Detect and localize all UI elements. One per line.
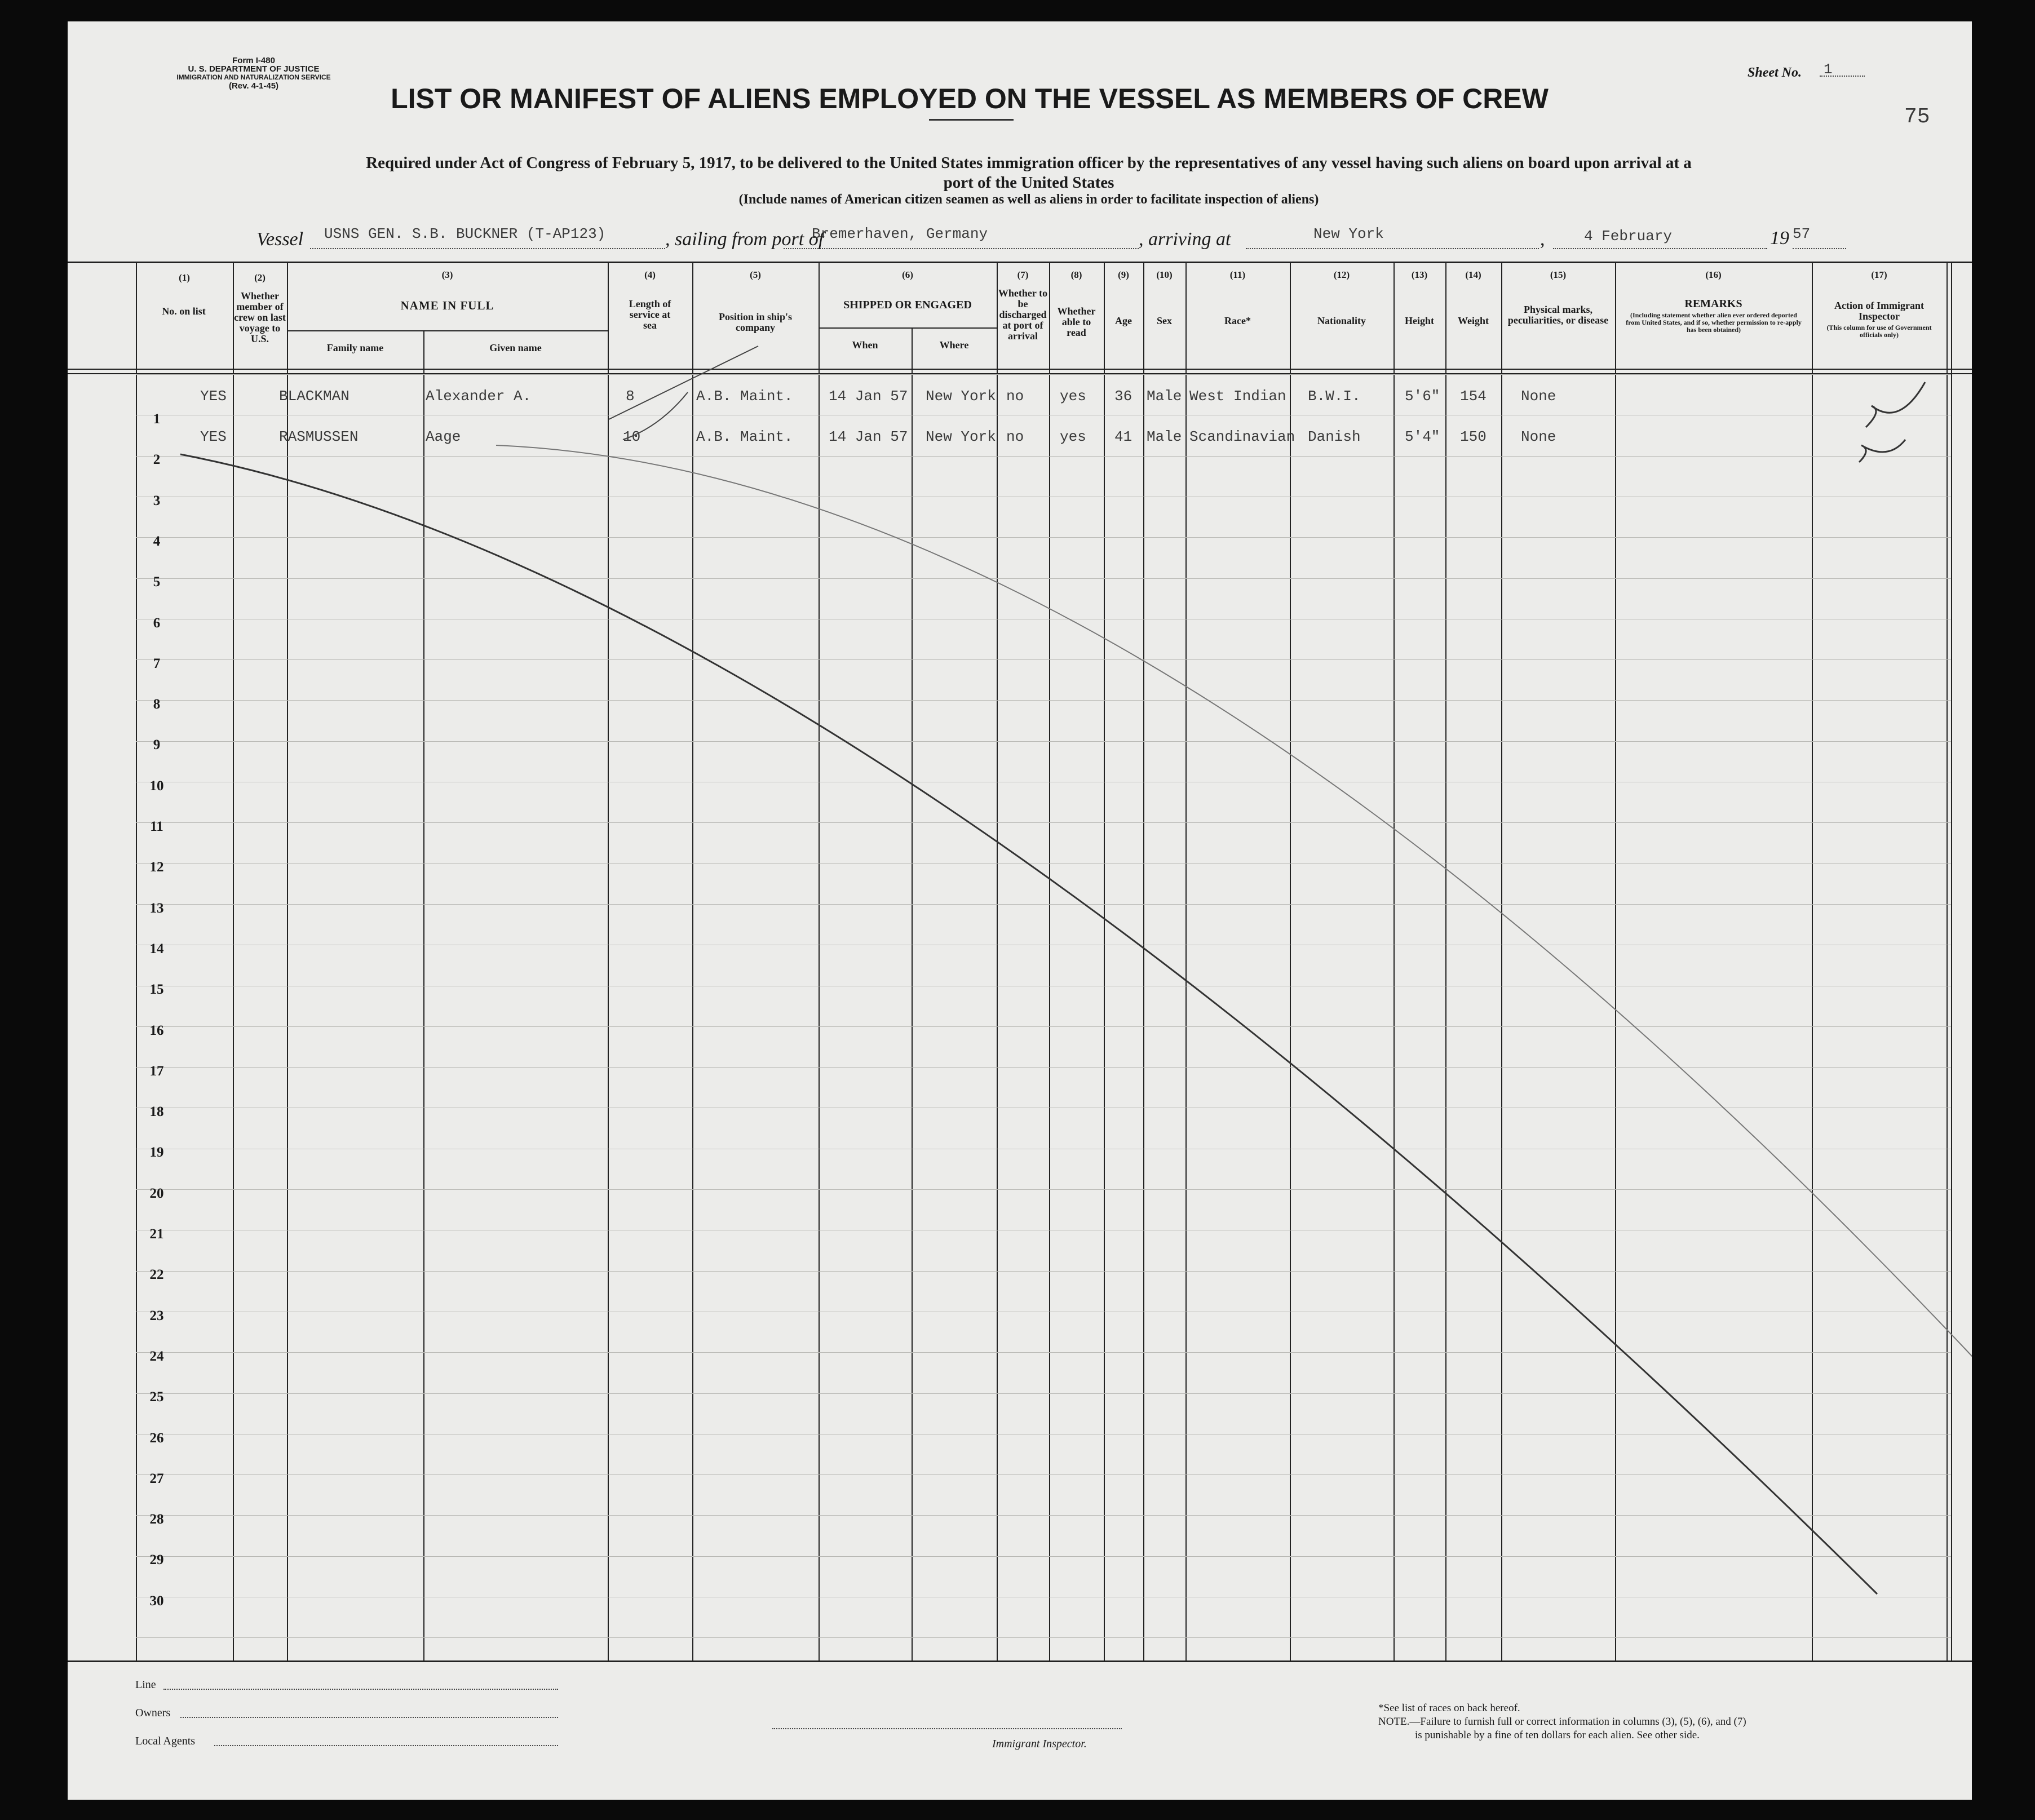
row-number: 8: [153, 697, 161, 712]
footer-agents-label: Local Agents: [135, 1735, 196, 1747]
row-number: 30: [149, 1593, 164, 1609]
col12-label: Nationality: [1317, 315, 1366, 326]
row1-where: New York: [926, 388, 996, 405]
col14-number: (14): [1465, 269, 1481, 280]
row-number: 14: [149, 941, 164, 957]
row1-marks: None: [1521, 388, 1556, 405]
row1-service: 8: [626, 388, 635, 405]
col9-number: (9): [1118, 269, 1129, 280]
row-number: 5: [153, 574, 161, 590]
page-stamp: 75: [1904, 105, 1930, 129]
col2-number: (2): [254, 272, 266, 283]
col10-number: (10): [1156, 269, 1173, 280]
inspector-signature-label: Immigrant Inspector.: [992, 1738, 1087, 1750]
row1-member: YES: [200, 388, 227, 405]
col5-number: (5): [750, 269, 761, 280]
col10-label: Sex: [1157, 315, 1172, 326]
col11-label: Race*: [1224, 315, 1251, 326]
strike-line-faint: [496, 445, 1972, 1357]
inspector-mark-1: [1866, 382, 1925, 427]
col5-label: Position in ship's company: [718, 311, 793, 333]
row2-sex: Male: [1147, 428, 1182, 445]
manifest-page: Form I-480 U. S. DEPARTMENT OF JUSTICE IMMIGRATION AND NATURALIZATION SERVICE (Rev. 4-1-45) Sheet No. 1 75 LIST OR MANIFEST OF ALIENS EMPLOYED ON THE VESSEL AS MEMBERS OF CREW Required under Act of Congress of February 5, 1917, to be delivered to the United States immigration officer by the representatives of any vessel having such aliens on board upon arrival at a port of the United States (Include names of American citizen seamen as well as aliens in order to facilitate inspection of aliens) Vessel USNS GEN. S.B. BUCKNER (T-AP123) , sailing from port of Bremerhaven, Germany , arriving at New York , 4 February 19 57 (1) No. on list (2) Whether member of crew on last voyage to U.S. (3) NAME IN FULL Family name Given name (4) Length of service at sea (5) Position in ship's company (6) SHIPPED OR ENGAGED When Where (7) Whether to be discharged at port of arrival (8) Whether able to read (9) Age (10) Sex (11) Race* (12) Nationality (13) Height (14) Weight (15) Physical marks, peculiarities, or disease (16) REMARKS (Including statement whether alien ever ordered deported from United States, and if so, whether permission to re-apply has been obtained) (17) Action of Immigrant Inspector (This column for use of Government officials only) 1 2 3 4 5 6 7 8 9 10 11 12 13 14 15 16 17 18 19 20 21 22 23 24 25 26 27 28 29 30 YES BLACKMAN Alexander A. 8 A.B. Maint. 14 Jan 57 New York no yes 36 Male West Indian B.W.I. 5'6" 154 None YES RASMUSSEN Aage 10 A.B. Maint. 14 Jan 57 New York no yes 41 Male Scandinavian Danish 5'4" 150 None Line Owners Local Agents Immigrant Inspector. *See list of races on back hereof. NOTE.—Failure to furnish full or correct information in columns (3), (5), (6), and (7) is punishable by a fine of ten dollars for each alien. See other side.: [68, 21, 1972, 1800]
col3-label: NAME IN FULL: [400, 299, 494, 312]
row-number: 17: [149, 1064, 164, 1079]
row-number: 28: [149, 1512, 164, 1527]
row1-read: yes: [1060, 388, 1086, 405]
row-number: 21: [149, 1226, 164, 1242]
row1-height: 5'6": [1405, 388, 1440, 405]
col2-label: Whether member of crew on last voyage to U.S.: [234, 290, 286, 344]
row2-service: 10: [623, 428, 641, 445]
row-number: 22: [149, 1267, 164, 1282]
row2-weight: 150: [1460, 428, 1487, 445]
revision: (Rev. 4-1-45): [228, 81, 279, 91]
subtitle-include: (Include names of American citizen seamen as well as aliens in order to facilitate inspection of aliens): [738, 192, 1319, 207]
row2-read: yes: [1060, 428, 1086, 445]
row1-position: A.B. Maint.: [696, 388, 793, 405]
col17-number: (17): [1871, 269, 1887, 280]
row-number: 3: [153, 493, 161, 508]
sheet-number: 1: [1824, 61, 1833, 78]
year-value: 57: [1793, 225, 1811, 242]
col6-number: (6): [902, 269, 913, 280]
form-number: Form I-480: [232, 56, 275, 65]
row-number: 23: [149, 1308, 164, 1323]
col3-given: Given name: [489, 342, 542, 353]
row-number: 4: [153, 534, 161, 549]
row2-height: 5'4": [1405, 428, 1440, 445]
row1-when: 14 Jan 57: [829, 388, 908, 405]
arriving-port: New York: [1313, 225, 1384, 242]
row-number: 18: [149, 1104, 164, 1119]
page-title: LIST OR MANIFEST OF ALIENS EMPLOYED ON THE VESSEL AS MEMBERS OF CREW: [391, 83, 1549, 114]
col17-sub: (This column for use of Government officials only): [1826, 324, 1932, 339]
note-fine-1: NOTE.—Failure to furnish full or correct information in columns (3), (5), (6), and (7): [1378, 1716, 1746, 1728]
department: U. S. DEPARTMENT OF JUSTICE: [188, 64, 320, 74]
service: IMMIGRATION AND NATURALIZATION SERVICE: [176, 73, 331, 81]
row-number: 2: [153, 452, 161, 467]
sailing-port: Bremerhaven, Germany: [812, 225, 988, 242]
row-number: 19: [149, 1145, 164, 1160]
row2-marks: None: [1521, 428, 1556, 445]
row1-age: 36: [1114, 388, 1132, 405]
col15-label: Physical marks, peculiarities, or disease: [1507, 304, 1609, 326]
year-prefix: 19: [1770, 228, 1789, 249]
arrival-date: 4 February: [1584, 228, 1673, 245]
col6-when: When: [852, 339, 878, 351]
col4-number: (4): [644, 269, 656, 280]
inspector-mark-2: [1859, 440, 1905, 462]
row2-given: Aage: [426, 428, 461, 445]
check-stroke-1: [609, 346, 758, 419]
row-number: 20: [149, 1186, 164, 1201]
col9-label: Age: [1115, 315, 1132, 326]
row1-sex: Male: [1147, 388, 1182, 405]
subtitle-port: port of the United States: [943, 174, 1114, 192]
sheet-label: Sheet No.: [1748, 65, 1802, 80]
sailing-label: , sailing from port of: [665, 229, 824, 250]
row1-discharge: no: [1006, 388, 1024, 405]
note-races: *See list of races on back hereof.: [1378, 1702, 1520, 1714]
row-number: 24: [149, 1349, 164, 1364]
arriving-label: , arriving at: [1139, 229, 1231, 250]
check-stroke-2: [623, 392, 688, 440]
row2-race: Scandinavian: [1189, 428, 1295, 445]
col1-number: (1): [179, 272, 190, 283]
footer-owners-label: Owners: [135, 1707, 171, 1719]
row1-race: West Indian: [1189, 388, 1286, 405]
row-number: 9: [153, 737, 161, 752]
col3-family: Family name: [326, 342, 384, 353]
row-number: 1: [153, 411, 161, 427]
col8-label: Whether able to read: [1057, 305, 1096, 338]
col13-label: Height: [1405, 315, 1434, 326]
row-number: 29: [149, 1552, 164, 1567]
row2-where: New York: [926, 428, 996, 445]
row-number: 11: [150, 819, 163, 834]
col6-label: SHIPPED OR ENGAGED: [843, 299, 972, 311]
row-number: 15: [149, 982, 164, 997]
col12-number: (12): [1333, 269, 1350, 280]
row2-discharge: no: [1006, 428, 1024, 445]
col15-number: (15): [1550, 269, 1567, 280]
row2-nationality: Danish: [1308, 428, 1361, 445]
col16-sub: (Including statement whether alien ever ordered deported from United States, and if so, whether permission to re-apply has been obtained): [1626, 311, 1802, 334]
col6-where: Where: [939, 339, 969, 351]
col8-number: (8): [1070, 269, 1082, 280]
row1-family: BLACKMAN: [279, 388, 350, 405]
col7-label: Whether to be discharged at port of arrival: [998, 287, 1048, 342]
col3-number: (3): [441, 269, 453, 280]
row-number: 12: [149, 860, 164, 875]
row-number: 25: [149, 1389, 164, 1405]
col11-number: (11): [1229, 269, 1246, 280]
row-number: 10: [149, 778, 164, 794]
row-number: 26: [149, 1431, 164, 1446]
row2-position: A.B. Maint.: [696, 428, 793, 445]
col17-label: Action of Immigrant Inspector: [1834, 300, 1924, 322]
note-fine-2: is punishable by a fine of ten dollars for each alien. See other side.: [1415, 1729, 1700, 1741]
row2-member: YES: [200, 428, 227, 445]
row-number: 13: [149, 901, 164, 916]
row1-nationality: B.W.I.: [1308, 388, 1361, 405]
row2-age: 41: [1114, 428, 1132, 445]
col1-label: No. on list: [162, 305, 206, 317]
col4-label: Length of service at sea: [629, 298, 671, 331]
col13-number: (13): [1411, 269, 1428, 280]
strike-line-long: [180, 454, 1877, 1594]
col7-number: (7): [1017, 269, 1029, 280]
row-number: 6: [153, 615, 161, 631]
row-number: 27: [149, 1471, 164, 1486]
footer-line-label: Line: [135, 1679, 156, 1691]
col16-number: (16): [1705, 269, 1722, 280]
vessel-name: USNS GEN. S.B. BUCKNER (T-AP123): [324, 225, 606, 242]
col16-label: REMARKS: [1684, 298, 1742, 310]
row1-weight: 154: [1460, 388, 1487, 405]
handwritten-strike-lines: [68, 21, 1972, 1800]
row2-family: RASMUSSEN: [279, 428, 359, 445]
col14-label: Weight: [1457, 315, 1489, 326]
row2-when: 14 Jan 57: [829, 428, 908, 445]
row1-given: Alexander A.: [426, 388, 532, 405]
row-number: 7: [153, 656, 161, 671]
subtitle-required: Required under Act of Congress of February 5, 1917, to be delivered to the United States immigration officer by the representatives of any vessel having such aliens on board upon arrival at a: [366, 154, 1692, 172]
vessel-label: Vessel: [256, 229, 304, 250]
row-number: 16: [149, 1023, 164, 1038]
